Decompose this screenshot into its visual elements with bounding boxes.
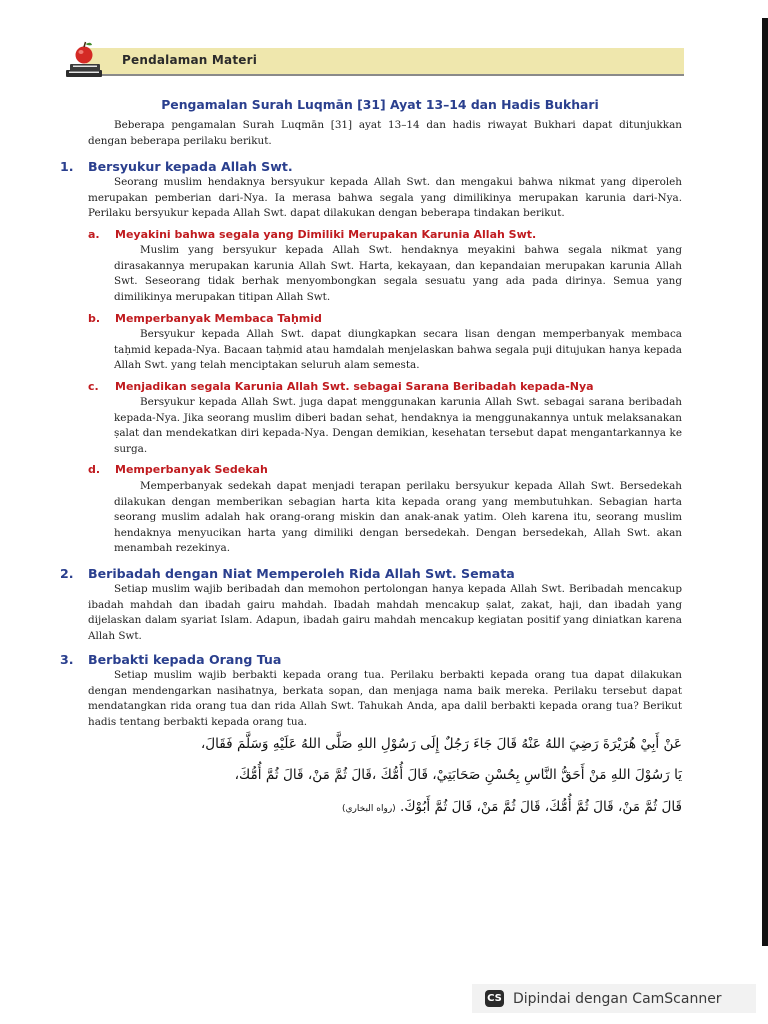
camscanner-logo-icon: CS [485,990,504,1007]
section-2-paragraph: Setiap muslim wajib beribadah dan memohon pertolongan hanya kepada Allah Swt. Beribadah mencakup ibadah mahdah dan ibadah gairu mahdah. Ibadah mahdah mencakup ṣalat, zakat, haji, dan ibadah yang dijelaskan dalam syariat Islam. Adapun, ibadah gairu mahdah mencakup kegiatan positif yang diniatkan karena Allah Swt. [88,583,682,642]
section-heading-text: Beribadah dengan Niat Memperoleh Rida Allah Swt. Semata [88,566,515,581]
section-heading-text: Berbakti kepada Orang Tua [88,652,282,667]
sub-number: b. [88,312,101,325]
section-3-paragraph: Setiap muslim wajib berbakti kepada orang tua. Perilaku berbakti kepada orang tua dapat dilakukan dengan mendengarkan nasihatnya, berkata sopan, dan menjaga nama baik mereka. Perilaku tersebut dapat mendatangkan rida orang tua dan rida Allah Swt. Tahukah Anda, apa dalil berbakti kepada orang tua? Berikut hadis tentang berbakti kepada orang tua. [88,669,682,728]
sub-heading-text: Memperbanyak Membaca Taḥmid [115,312,322,325]
section-heading-1 [60,159,293,174]
subsection-1d-paragraph: Memperbanyak sedekah dapat menjadi terapan perilaku bersyukur kepada Allah Swt. Bersedekah dilakukan dengan memberikan sebagian harta kita kepada orang yang membutuhkan. Sebagian harta seorang muslim adalah hak orang-orang miskin dan anak-anak yatim. Oleh karena itu, seorang muslim hendaknya menyucikan harta yang dimiliki dengan bersedekah. Dengan bersedekah, Allah Swt. akan menambah rezekinya. [114,480,682,554]
sub-heading-text: Meyakini bahwa segala yang Dimiliki Merupakan Karunia Allah Swt. [115,228,537,241]
sub-number: c. [88,380,99,393]
hadith-line-1: عَنْ أَبِيْ هُرَيْرَةَ رَضِيَ اللهُ عَنْهُ قَالَ جَاءَ رَجُلٌ إِلَى رَسُوْلِ اللهِ صَلَّى اللهُ عَلَيْهِ وَسَلَّمَ فَقَالَ، [200,736,682,752]
section-number: 3. [60,652,74,667]
apple-on-books-icon [64,40,114,80]
header-title: Pendalaman Materi [122,53,258,67]
header-rule [86,74,684,76]
section-header [64,40,684,82]
camscanner-watermark [472,984,756,1013]
subheading-1d [88,463,268,476]
camscanner-text: Dipindai dengan CamScanner [513,990,722,1007]
page-edge-bar [762,18,768,946]
hadith-source: (رواه البخاري) [342,804,396,814]
section-number: 2. [60,566,74,581]
section-heading-3 [60,652,281,667]
sub-heading-text: Memperbanyak Sedekah [115,463,268,476]
subsection-1c-paragraph: Bersyukur kepada Allah Swt. juga dapat menggunakan karunia Allah Swt. sebagai sarana beribadah kepada-Nya. Jika seorang muslim diberi badan sehat, hendaknya ia menggunakannya untuk melaksanakan ṣalat dan mendekatkan diri kepada-Nya. Dengan demikian, kesehatan tersebut dapat mengantarkannya ke surga. [114,396,682,455]
hadith-text: قَالَ ثُمَّ مَنْ، قَالَ ثُمَّ أُمُّكَ، قَالَ ثُمَّ مَنْ، قَالَ ثُمَّ أَبُوْكَ. [400,799,682,815]
page-title: Pengamalan Surah Luqmān [31] Ayat 13–14 dan Hadis Bukhari [161,97,599,112]
section-1-paragraph: Seorang muslim hendaknya bersyukur kepada Allah Swt. dan mengakui bahwa nikmat yang diperoleh merupakan pemberian dari-Nya. Ia merasa bahwa segala yang dimilikinya merupakan karunia dari-Nya. Perilaku bersyukur kepada Allah Swt. dapat dilakukan dengan beberapa tindakan berikut. [88,176,682,219]
hadith-line-3 [150,799,682,815]
hadith-line-2: يَا رَسُوْلَ اللهِ مَنْ أَحَقُّ النَّاسِ بِحُسْنِ صَحَابَتِيْ، قَالَ أُمُّكَ ،قَالَ ثُمَّ مَنْ، قَالَ ثُمَّ أُمُّكَ، [234,767,682,783]
sub-heading-text: Menjadikan segala Karunia Allah Swt. sebagai Sarana Beribadah kepada-Nya [115,380,594,393]
sub-number: d. [88,463,101,476]
subheading-1a [88,228,536,241]
sub-number: a. [88,228,100,241]
section-number: 1. [60,159,74,174]
subheading-1c [88,380,594,393]
intro-paragraph: Beberapa pengamalan Surah Luqmān [31] ayat 13–14 dan hadis riwayat Bukhari dapat ditunjukkan dengan beberapa perilaku berikut. [88,119,682,147]
section-heading-text: Bersyukur kepada Allah Swt. [88,159,293,174]
section-heading-2 [60,566,515,581]
subsection-1b-paragraph: Bersyukur kepada Allah Swt. dapat diungkapkan secara lisan dengan memperbanyak membaca taḥmid kepada-Nya. Bacaan taḥmid atau hamdalah menjelaskan bahwa segala puji ditujukan hanya kepada Allah Swt. yang telah menciptakan seluruh alam semesta. [114,328,682,371]
subheading-1b [88,312,322,325]
subsection-1a-paragraph: Muslim yang bersyukur kepada Allah Swt. hendaknya meyakini bahwa segala nikmat yang dirasakannya merupakan karunia Allah Swt. Harta, kekayaan, dan kepandaian merupakan karunia Allah Swt. Seseorang tidak berhak menyombongkan segala sesuatu yang ada pada dirinya. Semua yang dimilikinya merupakan titipan Allah Swt. [114,244,682,303]
